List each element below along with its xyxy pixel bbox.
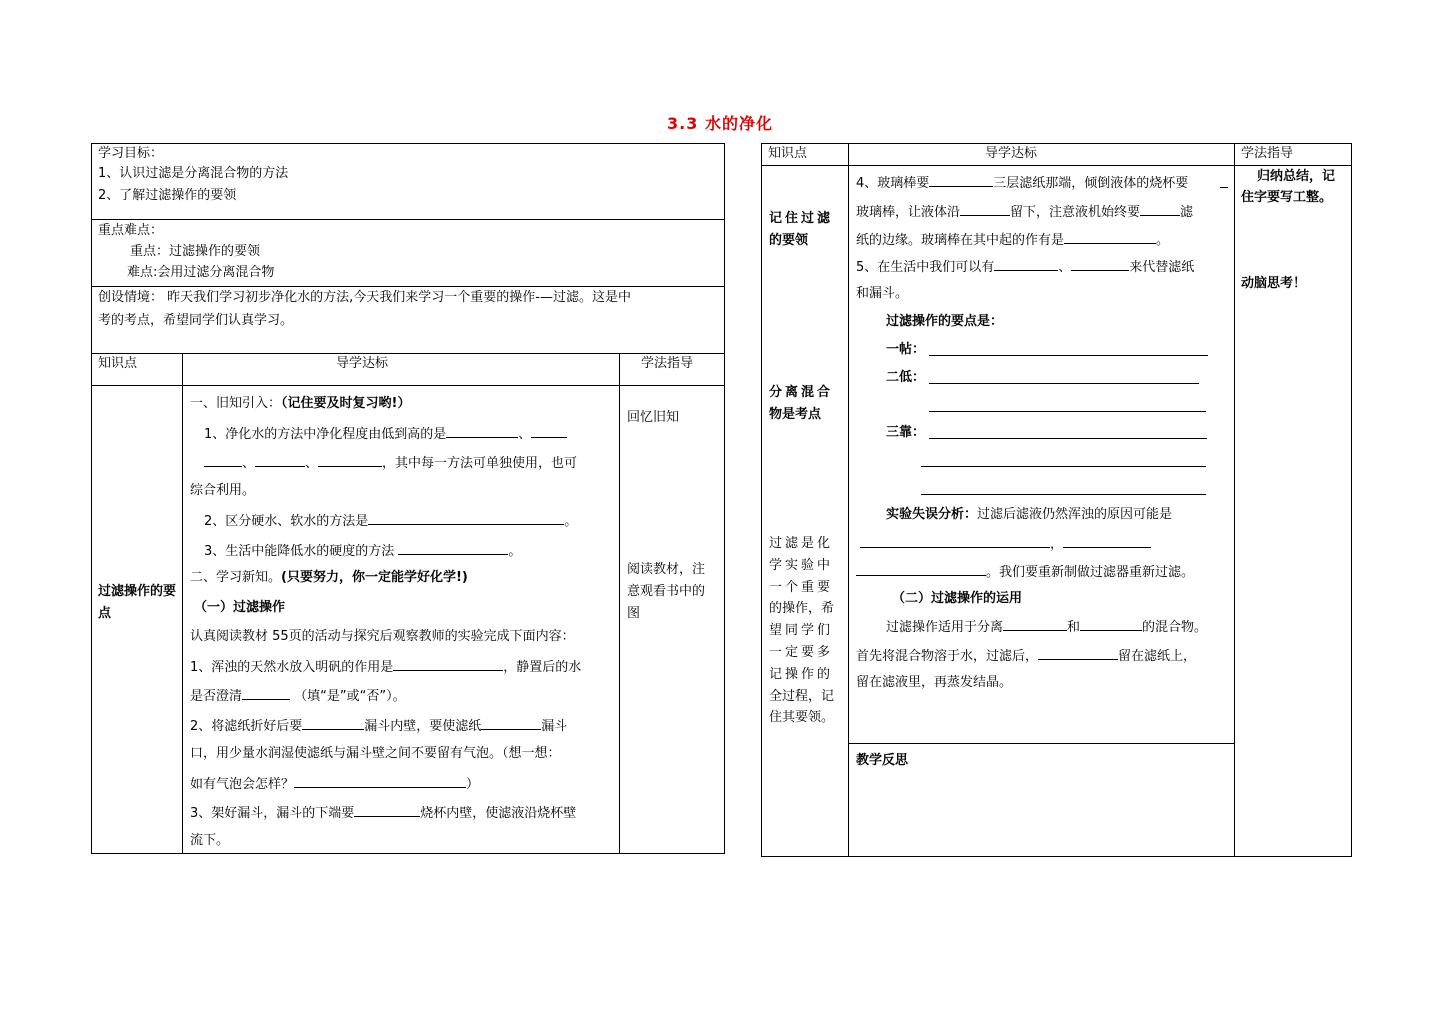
goal-2: 2、了解过滤操作的要领 (98, 188, 237, 203)
knowledge-cell: 过滤操作的要点 (98, 584, 177, 621)
col-header-knowledge: 知识点 (98, 356, 138, 371)
point-2-line-1: 2、将滤纸折好后要 漏斗内壁，要使滤纸 漏斗 (190, 715, 567, 737)
item-4-line-1: 4、玻璃棒要 三层滤纸那端，倾倒液体的烧杯要 (856, 172, 1188, 194)
question-1-line-3: 综合利用。 (190, 483, 256, 498)
section-usage-title: （二）过滤操作的运用 (892, 591, 1023, 606)
method-think: 动脑思考！ (1241, 276, 1307, 291)
blank-san-kao-2 (921, 466, 1206, 467)
item-4-blank-tail (1220, 187, 1228, 188)
usage-line-1: 过滤操作适用于分离 和 的混合物。 (886, 616, 1207, 638)
section-2-heading: 二、学习新知。(只要努力，你一定能学好化学!) (190, 570, 468, 585)
key-heading: 重点难点： (98, 223, 164, 238)
question-2: 2、区分硬水、软水的方法是 。 (204, 510, 577, 532)
scenario-line-2: 考的考点，希望同学们认真学习。 (98, 313, 294, 328)
goals-heading: 学习目标： (98, 146, 164, 161)
point-3-line-2: 流下。 (190, 833, 230, 848)
section-2-subheading: （一）过滤操作 (194, 600, 286, 615)
point-2-line-2: 口，用少量水润湿使滤纸与漏斗壁之间不要留有气泡。（想一想： (190, 746, 561, 761)
knowledge-2-line-1: 分离混合 (769, 385, 834, 400)
method-summary-line-1: 归纳总结，记 (1257, 169, 1336, 184)
blank-san-kao-1 (929, 438, 1207, 439)
error-analysis-end: 。我们要重新制做过滤器重新过滤。 (856, 561, 1194, 583)
usage-line-3: 留在滤液里，再蒸发结晶。 (856, 675, 1013, 690)
point-3-line-1: 3、架好漏斗，漏斗的下端要 烧杯内壁，使滤液沿烧杯壁 (190, 802, 576, 824)
page-title: 3.3 水的净化 (667, 114, 773, 133)
col-header-method: 学法指导 (641, 356, 694, 371)
method-read-1: 阅读教材，注 (627, 562, 706, 577)
knowledge-2-line-2: 物是考点 (769, 407, 822, 422)
blank-er-di-1 (929, 383, 1199, 384)
key-point: 重点：过滤操作的要领 (130, 244, 261, 259)
label-san-kao: 三靠： (886, 425, 926, 440)
method-read-3: 图 (627, 606, 641, 621)
question-1-line-2: 、 、 ，其中每一方法可单独使用，也可 (204, 452, 577, 474)
error-analysis: 实验失误分析：过滤后滤液仍然浑浊的原因可能是 (886, 507, 1173, 522)
item-4-line-3: 纸的边缘。玻璃棒在其中起的作有是 。 (856, 229, 1169, 251)
point-1-line-2: 是否澄清 （填“是”或“否”）。 (190, 685, 406, 707)
reading-instruction: 认真阅读教材 55页的活动与探究后观察教师的实验完成下面内容： (190, 629, 575, 644)
col-header-guide: 导学达标 (336, 356, 389, 371)
difficulty: 难点:会用过滤分离混合物 (127, 265, 275, 280)
teaching-reflection: 教学反思 (856, 753, 909, 768)
item-5-line-1: 5、在生活中我们可以有 、 来代替滤纸 (856, 256, 1194, 278)
blank-san-kao-3 (921, 494, 1206, 495)
key-points-title: 过滤操作的要点是： (886, 314, 1004, 329)
question-3: 3、生活中能降低水的硬度的方法 。 (204, 540, 521, 562)
scenario-line-1: 创设情境： 昨天我们学习初步净化水的方法,今天我们来学习一个重要的操作-—过滤。这是中 (98, 290, 631, 305)
goal-1: 1、认识过滤是分离混合物的方法 (98, 166, 289, 181)
method-recall: 回忆旧知 (627, 410, 680, 425)
item-5-line-2: 和漏斗。 (856, 286, 909, 301)
knowledge-1-line-2: 的要领 (769, 233, 809, 248)
error-analysis-blanks: ， (860, 533, 1151, 555)
blank-er-di-2 (929, 411, 1206, 412)
label-yi-tie: 一帖： (886, 342, 926, 357)
method-summary-line-2: 住字要写工整。 (1241, 190, 1333, 205)
knowledge-3-note: 过滤是化 学实验中 一个重要 的操作，希 望同学们 一定要多 记操作的 全过程，记 住其要领。 (769, 536, 835, 726)
section-1-heading: 一、旧知引入：（记住要及时复习哟!） (190, 396, 411, 411)
right-col-header-guide: 导学达标 (985, 146, 1038, 161)
knowledge-1-line-1: 记住过滤 (769, 211, 834, 226)
point-1-line-1: 1、浑浊的天然水放入明矾的作用是 ，静置后的水 (190, 656, 581, 678)
right-col-header-method: 学法指导 (1241, 146, 1294, 161)
right-col-header-knowledge: 知识点 (768, 146, 808, 161)
question-1-line-1: 1、净化水的方法中净化程度由低到高的是 、 (204, 423, 567, 445)
point-2-line-3: 如有气泡会怎样？ ） (190, 773, 479, 795)
item-4-line-2: 玻璃棒，让液体沿 留下，注意液机始终要 滤 (856, 201, 1193, 223)
method-read-2: 意观看书中的 (627, 584, 706, 599)
blank-yi-tie (929, 355, 1208, 356)
usage-line-2: 首先将混合物溶于水，过滤后， 留在滤纸上， (856, 645, 1196, 667)
label-er-di: 二低： (886, 370, 926, 385)
